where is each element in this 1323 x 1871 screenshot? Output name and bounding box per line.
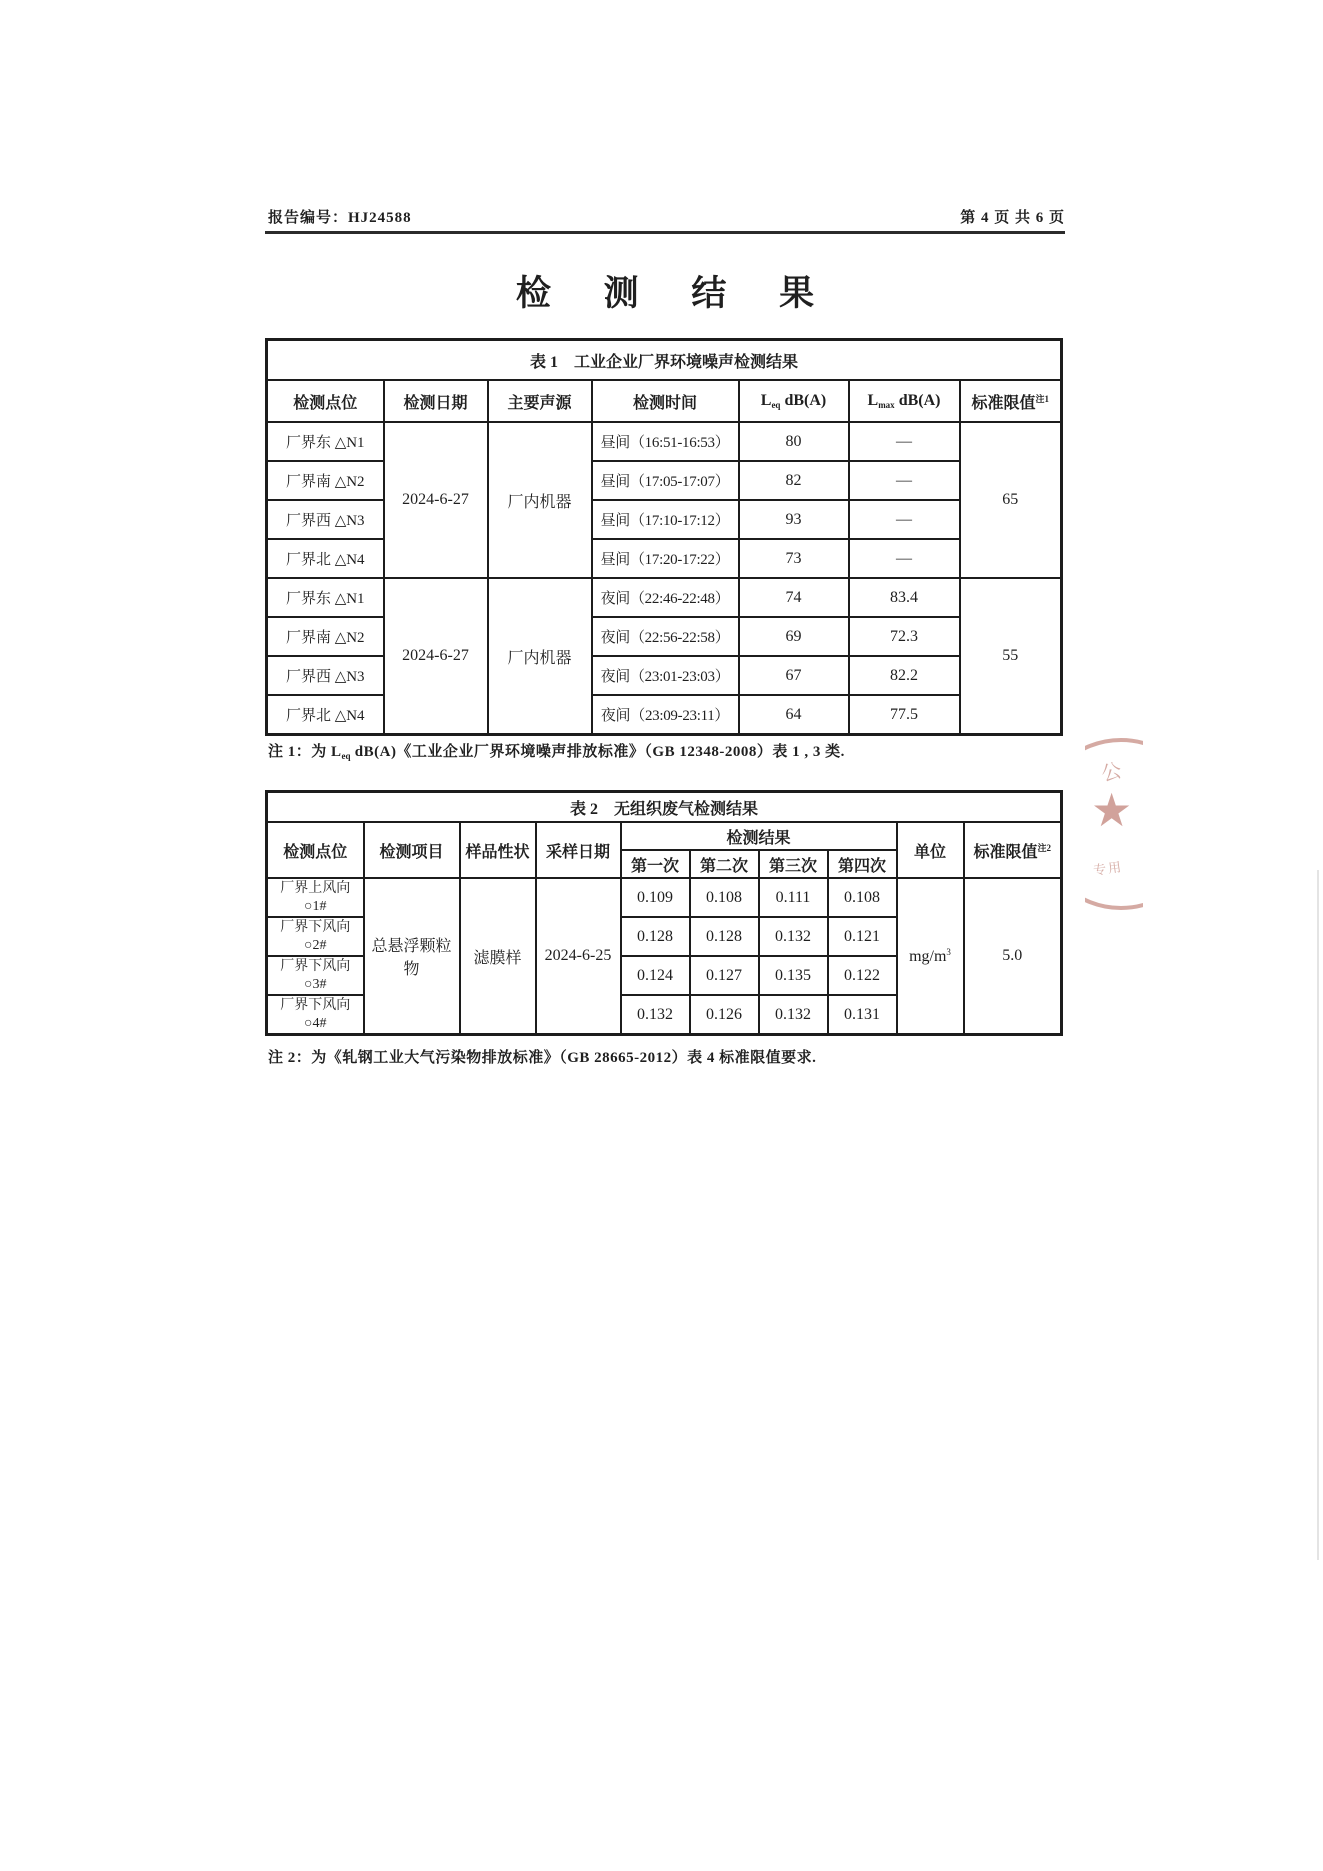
t1-header-time: 检测时间 <box>592 380 739 422</box>
t1-leq-cell: 64 <box>739 695 849 735</box>
t2-header-point: 检测点位 <box>267 822 364 878</box>
t2-value-cell: 0.122 <box>828 956 897 995</box>
t2-value-cell: 0.127 <box>690 956 759 995</box>
gas-results-table <box>265 790 1063 1036</box>
page-title: 检 测 结 果 <box>515 274 837 313</box>
table1-caption: 表 1 工业企业厂界环境噪声检测结果 <box>267 340 1062 381</box>
t2-point-cell: 厂界下风向 ○3# <box>267 956 364 995</box>
t2-header-shape: 样品性状 <box>460 822 536 878</box>
t2-value-cell: 0.108 <box>828 878 897 917</box>
t2-value-cell: 0.132 <box>759 995 828 1035</box>
table2-note: 注 2：为《轧钢工业大气污染物排放标准》（GB 28665-2012）表 4 标准限值要求. <box>268 1050 817 1066</box>
t1-limit-cell: 55 <box>960 578 1062 735</box>
t1-leq-cell: 74 <box>739 578 849 617</box>
t1-header-source: 主要声源 <box>488 380 592 422</box>
t1-time-cell: 夜间（22:46-22:48） <box>592 578 739 617</box>
page-number: 第 4 页 共 6 页 <box>960 210 1065 226</box>
seal-ring <box>1085 738 1143 910</box>
t2-value-cell: 0.109 <box>621 878 690 917</box>
seal-bottom-text: 专用 <box>1092 858 1125 879</box>
report-number: 报告编号：HJ24588 <box>268 210 412 226</box>
scan-artifact-line <box>1317 870 1319 1560</box>
t2-value-cell: 0.135 <box>759 956 828 995</box>
t1-lmax-cell: — <box>849 461 960 500</box>
t1-point-cell: 厂界西 △N3 <box>267 500 384 539</box>
t2-point-cell: 厂界上风向 ○1# <box>267 878 364 917</box>
t2-header-item: 检测项目 <box>364 822 460 878</box>
t2-unit-cell: $mg/m^3$ <box>897 878 964 1035</box>
t1-time-cell: 昼间（17:20-17:22） <box>592 539 739 578</box>
t2-header-limit: 标准限值$^{注2}$ <box>964 822 1062 878</box>
t1-lmax-cell: 82.2 <box>849 656 960 695</box>
table1-note: 注 1：为 $L_{eq}$ dB(A)《工业企业厂界环境噪声排放标准》（GB 12348-2008）表 1 , 3 类. <box>268 744 845 761</box>
t1-header-lmax: $L_{max}$ dB(A) <box>849 380 960 422</box>
t2-header-run2: 第二次 <box>690 850 759 878</box>
t2-header-result: 检测结果 <box>621 822 897 850</box>
t2-value-cell: 0.128 <box>621 917 690 956</box>
t1-leq-cell: 73 <box>739 539 849 578</box>
t1-source-cell: 厂内机器 <box>488 422 592 578</box>
t2-item-cell: 总悬浮颗粒物 <box>364 878 460 1035</box>
t1-time-cell: 昼间（16:51-16:53） <box>592 422 739 461</box>
t1-header-leq: $L_{eq}$ dB(A) <box>739 380 849 422</box>
t1-header-date: 检测日期 <box>384 380 488 422</box>
t2-limit-cell: 5.0 <box>964 878 1062 1035</box>
t1-leq-cell: 93 <box>739 500 849 539</box>
t1-time-cell: 昼间（17:05-17:07） <box>592 461 739 500</box>
t1-time-cell: 夜间（23:09-23:11） <box>592 695 739 735</box>
t2-header-run1: 第一次 <box>621 850 690 878</box>
t1-lmax-cell: — <box>849 539 960 578</box>
t2-header-run3: 第三次 <box>759 850 828 878</box>
t2-value-cell: 0.121 <box>828 917 897 956</box>
t2-date-cell: 2024-6-25 <box>536 878 621 1035</box>
t2-value-cell: 0.124 <box>621 956 690 995</box>
t2-value-cell: 0.108 <box>690 878 759 917</box>
t1-point-cell: 厂界东 △N1 <box>267 578 384 617</box>
header-rule <box>265 231 1065 234</box>
t2-header-run4: 第四次 <box>828 850 897 878</box>
t2-value-cell: 0.111 <box>759 878 828 917</box>
t1-date-cell: 2024-6-27 <box>384 422 488 578</box>
table2-caption: 表 2 无组织废气检测结果 <box>267 792 1062 823</box>
t1-time-cell: 夜间（23:01-23:03） <box>592 656 739 695</box>
t1-lmax-cell: — <box>849 422 960 461</box>
t1-point-cell: 厂界南 △N2 <box>267 461 384 500</box>
t1-leq-cell: 82 <box>739 461 849 500</box>
t1-leq-cell: 69 <box>739 617 849 656</box>
t1-lmax-cell: — <box>849 500 960 539</box>
t1-lmax-cell: 72.3 <box>849 617 960 656</box>
t2-header-unit: 单位 <box>897 822 964 878</box>
t2-point-cell: 厂界下风向 ○4# <box>267 995 364 1035</box>
t1-source-cell: 厂内机器 <box>488 578 592 735</box>
t1-time-cell: 夜间（22:56-22:58） <box>592 617 739 656</box>
t2-value-cell: 0.126 <box>690 995 759 1035</box>
t1-point-cell: 厂界南 △N2 <box>267 617 384 656</box>
t1-lmax-cell: 77.5 <box>849 695 960 735</box>
t2-shape-cell: 滤膜样 <box>460 878 536 1035</box>
official-seal-stamp <box>1085 730 1143 910</box>
t1-point-cell: 厂界西 △N3 <box>267 656 384 695</box>
star-icon: ★ <box>1091 785 1133 836</box>
seal-top-character: 公 <box>1099 759 1124 787</box>
t2-value-cell: 0.132 <box>621 995 690 1035</box>
t2-value-cell: 0.128 <box>690 917 759 956</box>
t1-date-cell: 2024-6-27 <box>384 578 488 735</box>
t2-point-cell: 厂界下风向 ○2# <box>267 917 364 956</box>
t1-lmax-cell: 83.4 <box>849 578 960 617</box>
t1-leq-cell: 67 <box>739 656 849 695</box>
t1-point-cell: 厂界北 △N4 <box>267 539 384 578</box>
t1-limit-cell: 65 <box>960 422 1062 578</box>
t2-value-cell: 0.131 <box>828 995 897 1035</box>
t1-point-cell: 厂界东 △N1 <box>267 422 384 461</box>
t1-header-limit: 标准限值$^{注1}$ <box>960 380 1062 422</box>
t2-value-cell: 0.132 <box>759 917 828 956</box>
t1-leq-cell: 80 <box>739 422 849 461</box>
t2-header-date: 采样日期 <box>536 822 621 878</box>
t1-header-point: 检测点位 <box>267 380 384 422</box>
noise-results-table <box>265 338 1063 736</box>
t1-time-cell: 昼间（17:10-17:12） <box>592 500 739 539</box>
t1-point-cell: 厂界北 △N4 <box>267 695 384 735</box>
